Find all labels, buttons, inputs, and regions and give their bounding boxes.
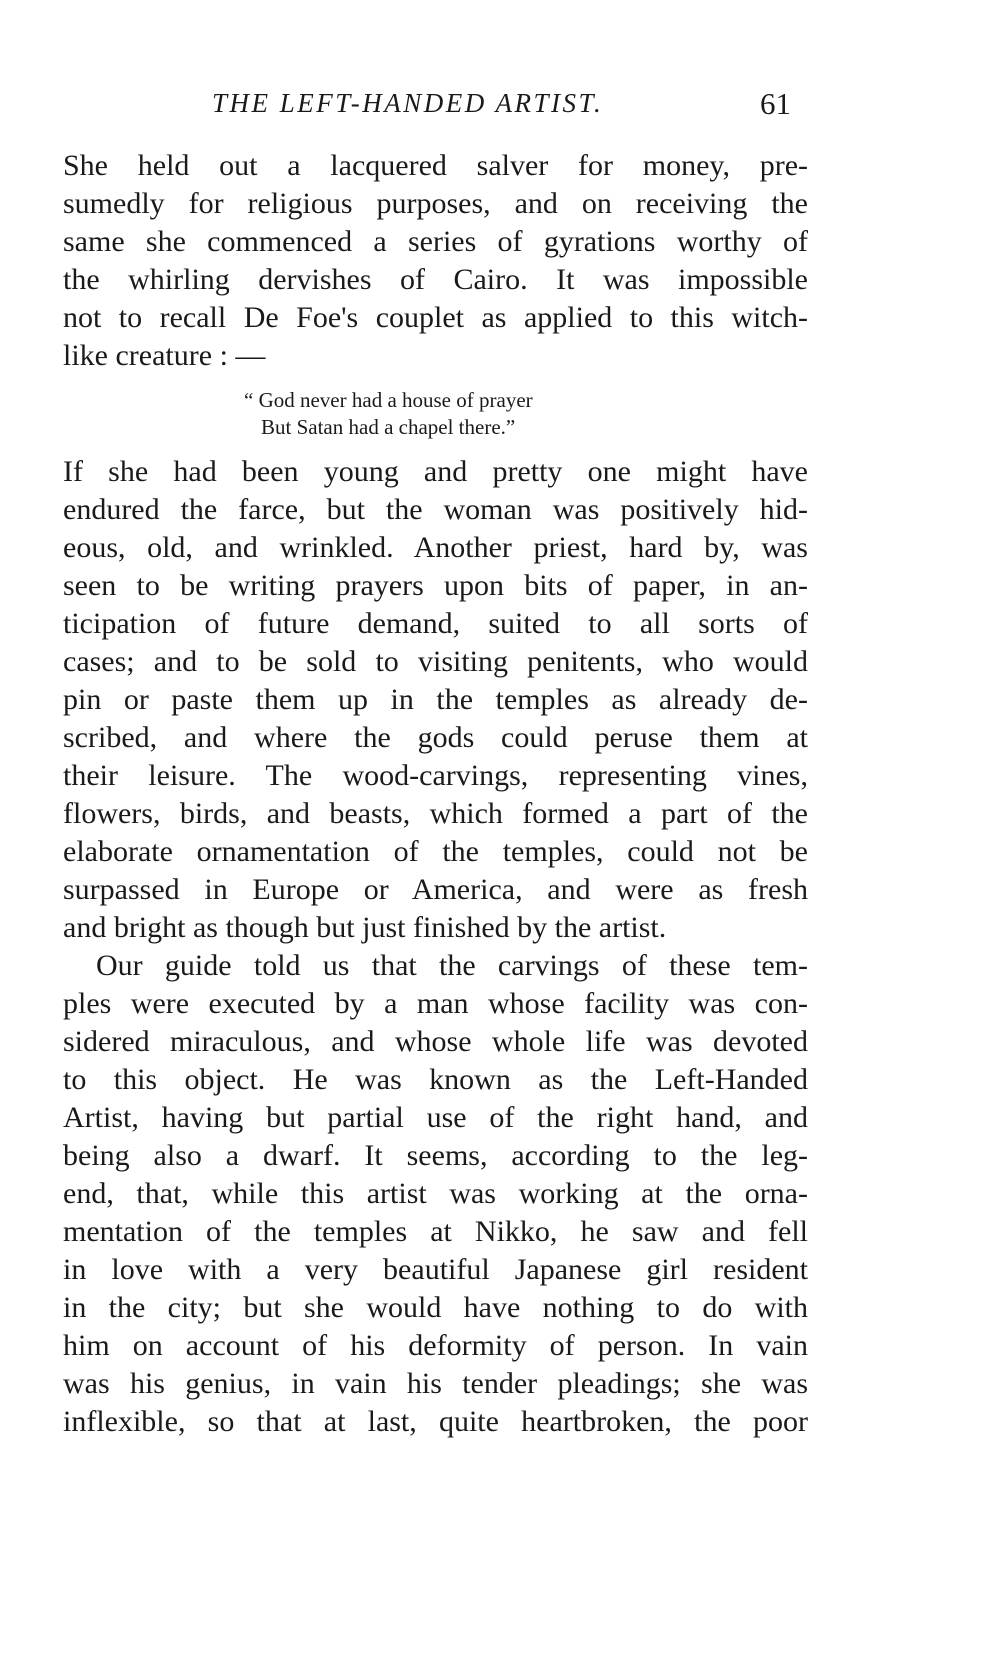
text-line: mentation of the temples at Nikko, he saw and fell [63,1215,808,1248]
text-line: end, that, while this artist was working at the orna- [63,1177,808,1210]
text-line: Our guide told us that the carvings of these tem- [96,949,808,982]
text-line: scribed, and where the gods could peruse them at [63,721,808,754]
text-line: their leisure. The wood-carvings, representing vines, [63,759,808,792]
text-line: pin or paste them up in the temples as already de- [63,683,808,716]
text-line: him on account of his deformity of person. In vain [63,1329,808,1362]
text-line: was his genius, in vain his tender pleadings; she was [63,1367,808,1400]
text-line: She held out a lacquered salver for money, pre- [63,149,808,182]
text-line: eous, old, and wrinkled. Another priest, hard by, was [63,531,808,564]
text-line: in the city; but she would have nothing to do with [63,1291,808,1324]
text-line: the whirling dervishes of Cairo. It was impossible [63,263,808,296]
text-line: flowers, birds, and beasts, which formed a part of the [63,797,808,830]
text-line: ticipation of future demand, suited to all sorts of [63,607,808,640]
text-line: endured the farce, but the woman was positively hid- [63,493,808,526]
text-line: surpassed in Europe or America, and were as fresh [63,873,808,906]
quotation-line: But Satan had a chapel there.” [261,415,516,439]
text-line: same she commenced a series of gyrations worthy of [63,225,808,258]
running-title: THE LEFT-HANDED ARTIST. [212,88,604,118]
text-line: If she had been young and pretty one might have [63,455,808,488]
text-line: being also a dwarf. It seems, according to the leg- [63,1139,808,1172]
text-line: seen to be writing prayers upon bits of paper, in an- [63,569,808,602]
text-line: ples were executed by a man whose facility was con- [63,987,808,1020]
text-line: in love with a very beautiful Japanese girl resident [63,1253,808,1286]
text-line: and bright as though but just finished by the artist. [63,911,667,944]
text-line: like creature : — [63,339,266,372]
text-line: sidered miraculous, and whose whole life was devoted [63,1025,808,1058]
text-line: cases; and to be sold to visiting penitents, who would [63,645,808,678]
text-line: not to recall De Foe's couplet as applied to this witch- [63,301,808,334]
text-line: sumedly for religious purposes, and on receiving the [63,187,808,220]
quotation-line: “ God never had a house of prayer [244,388,533,412]
text-line: inflexible, so that at last, quite heartbroken, the poor [63,1405,808,1438]
text-line: elaborate ornamentation of the temples, could not be [63,835,808,868]
text-line: to this object. He was known as the Left-Handed [63,1063,808,1096]
text-line: Artist, having but partial use of the right hand, and [63,1101,808,1134]
page-number: 61 [760,86,791,121]
running-head [212,88,812,128]
